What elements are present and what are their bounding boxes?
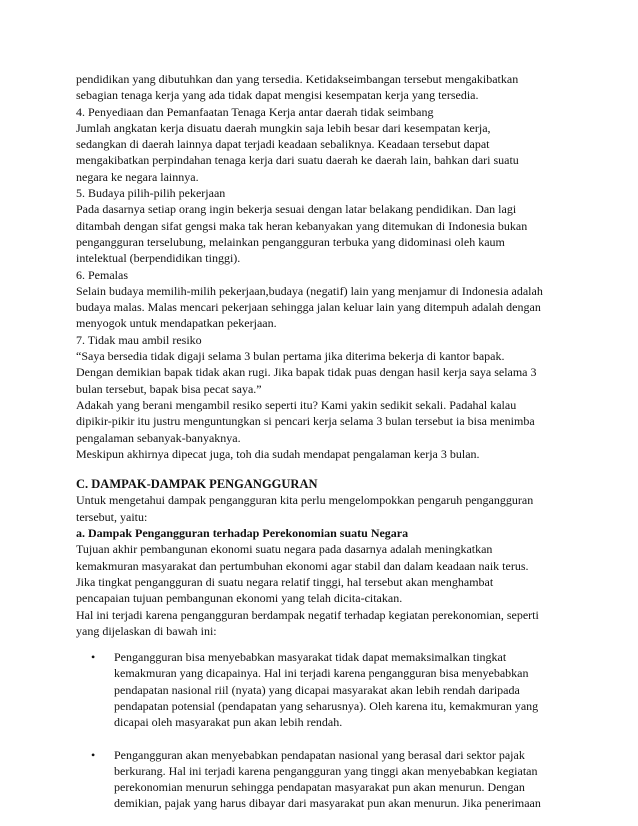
page-content [76,71,576,812]
text-line: Meskipun akhirnya dipecat juga, toh dia sudah mendapat pengalaman kerja 3 bulan. [76,446,480,461]
text-line: Untuk mengetahui dampak pengangguran kita perlu mengelompokkan pengaruh pengangguran [76,493,534,508]
text-line: Tujuan akhir pembangunan ekonomi suatu negara pada dasarnya adalah meningkatkan [76,542,493,557]
spacer [76,639,576,649]
text-line: dicapai oleh masyarakat pun akan lebih rendah. [114,715,343,730]
text-line: Adakah yang berani mengambil resiko seperti itu? Kami yakin sedikit sekali. Padahal kalau [76,397,517,412]
text-line: mengakibatkan perpindahan tenaga kerja dari suatu daerah ke daerah lain, bahkan dari suatu [76,153,519,168]
text-line: kemakmuran masyarakat dan pertumbuhan ekonomi agar stabil dan dalam keadaan naik terus. [76,558,529,573]
text-line: pengalaman sebanyak-banyaknya. [76,430,241,445]
section-title: C. DAMPAK-DAMPAK PENGANGGURAN [76,477,318,492]
list-heading-7: 7. Tidak mau ambil resiko [76,332,202,347]
text-line: tersebut, yaitu: [76,509,148,524]
text-line: kemakmuran yang dicapainya. Hal ini terjadi karena pengangguran bisa menyebabkan [114,666,529,681]
list-heading-4: 4. Penyediaan dan Pemanfaatan Tenaga Kerja antar daerah tidak seimbang [76,104,434,119]
list-item [76,747,576,812]
text-line: pendidikan yang dibutuhkan dan yang tersedia. Ketidakseimbangan tersebut mengakibatkan [76,72,519,86]
bullet-list [76,649,576,812]
list-item [76,649,576,730]
text-line: berkurang. Hal ini terjadi karena pengangguran yang tinggi akan menyebabkan kegiatan [114,763,538,778]
text-line: dipikir-pikir itu justru menguntungkan si pencari kerja selama 3 bulan tersebut ia bisa menimba [76,414,535,429]
text-line: Hal ini terjadi karena pengangguran berdampak negatif terhadap kegiatan perekonomian, seperti [76,607,539,622]
subheading: a. Dampak Pengangguran terhadap Perekonomian suatu Negara [76,526,409,541]
text-line: budaya malas. Malas mencari pekerjaan sehingga jalan keluar lain yang ditempuh adalah dengan [76,300,541,315]
text-line: Jika tingkat pengangguran di suatu negara relatif tinggi, hal tersebut akan menghambat [76,574,494,589]
text-block-causes [76,71,576,462]
text-line: pencapaian tujuan pembangunan ekonomi yang telah dicita-citakan. [76,591,403,606]
text-line: Selain budaya memilih-milih pekerjaan,budaya (negatif) lain yang menjamur di Indonesia adalah [76,283,543,298]
text-line: bulan tersebut, bapak bisa pecat saya.” [76,381,262,396]
text-line: ditambah dengan sifat gengsi maka tak heran kebanyakan yang ditemukan di Indonesia bukan [76,218,528,233]
bullet-icon: • [91,747,96,762]
text-line: sedangkan di daerah lainnya dapat terjadi keadaan sebaliknya. Keadaan tersebut dapat [76,137,490,152]
text-line: pendapatan potensial (pendapatan yang seharusnya). Oleh karena itu, kemakmuran yang [114,698,539,713]
text-line: Dengan demikian bapak tidak akan rugi. Jika bapak tidak puas dengan hasil kerja saya selama 3 [76,365,537,380]
text-line: negara ke negara lainnya. [76,169,199,184]
text-line: pendapatan nasional riil (nyata) yang dicapai masyarakat akan lebih rendah daripada [114,682,520,697]
text-line: Pada dasarnya setiap orang ingin bekerja sesuai dengan latar belakang pendidikan. Dan lagi [76,202,517,217]
text-line: perekonomian menurun sehingga pendapatan masyarakat pun akan menurun. Dengan [114,780,525,795]
text-line: Pengangguran akan menyebabkan pendapatan nasional yang berasal dari sektor pajak [114,747,525,762]
text-line: Jumlah angkatan kerja disuatu daerah mungkin saja lebih besar dari kesempatan kerja, [76,120,491,135]
text-line: pengangguran terselubung, melainkan pengangguran terbuka yang didominasi oleh kaum [76,234,505,249]
text-line: intelektual (berpendidikan tinggi). [76,251,241,266]
spacer [76,731,576,747]
text-line: “Saya bersedia tidak digaji selama 3 bulan pertama jika diterima bekerja di kantor bapak. [76,349,505,364]
list-heading-6: 6. Pemalas [76,267,128,282]
text-line: Pengangguran bisa menyebabkan masyarakat tidak dapat memaksimalkan tingkat [114,650,507,665]
list-heading-5: 5. Budaya pilih-pilih pekerjaan [76,186,226,201]
spacer [76,462,576,476]
text-line: yang dijelaskan di bawah ini: [76,623,217,638]
text-line: menyogok untuk mendapatkan pekerjaan. [76,316,277,331]
bullet-icon: • [91,650,96,665]
text-line: demikian, pajak yang harus dibayar dari masyarakat pun akan menurun. Jika penerimaan [114,796,541,811]
section-c [76,476,576,812]
text-line: sebagian tenaga kerja yang ada tidak dapat mengisi kesempatan kerja yang tersedia. [76,88,479,103]
